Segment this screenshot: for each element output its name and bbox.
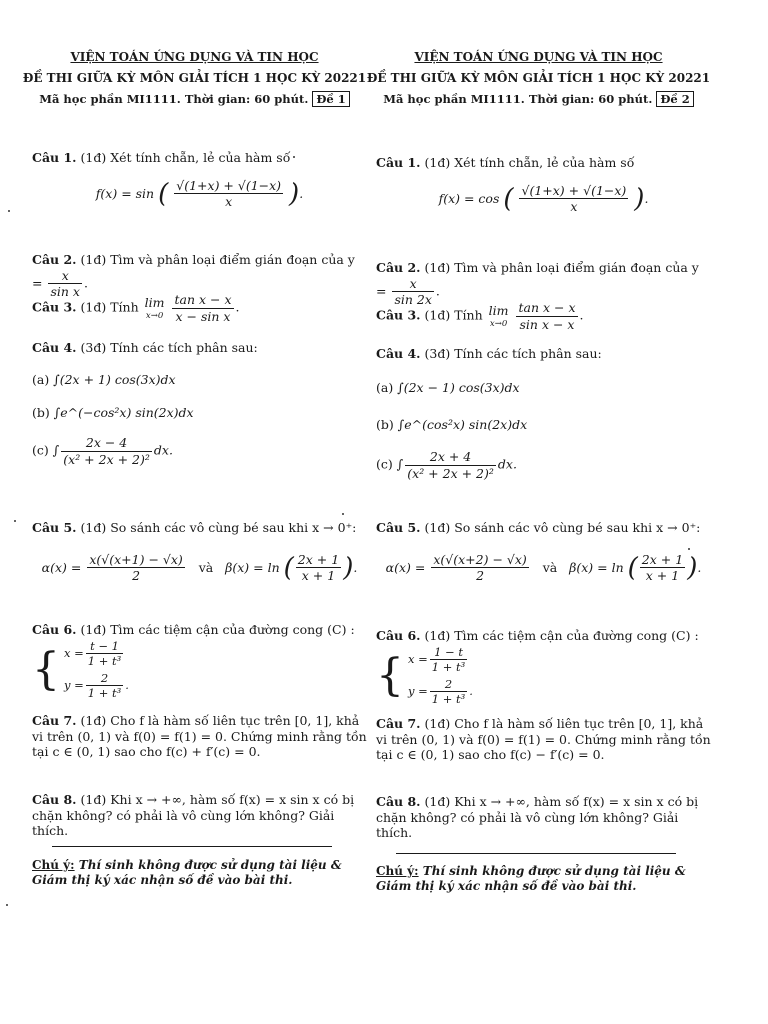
- question-label: Câu 2.: [376, 260, 421, 275]
- question-6: [376, 628, 711, 708]
- question-text: (1đ) Tính: [424, 307, 483, 323]
- part-a: [32, 372, 367, 388]
- question-text: (1đ) Tìm các tiệm cận của đường cong (C) :: [80, 622, 355, 637]
- question-6: [32, 622, 367, 702]
- fraction-numerator: 2: [430, 677, 468, 692]
- question-label: Câu 1.: [376, 155, 421, 170]
- scan-speck: [6, 904, 8, 906]
- limit-word: lim: [144, 295, 165, 310]
- question-label: Câu 7.: [32, 713, 77, 728]
- part-label: (a): [376, 379, 394, 395]
- fraction-numerator: 2: [86, 671, 124, 686]
- fraction-numerator: 2x + 1: [297, 551, 340, 567]
- course-line: [366, 92, 711, 106]
- question-8: [376, 794, 711, 841]
- paren-left: (: [158, 178, 169, 209]
- fraction: [516, 300, 577, 332]
- fraction-denominator: x: [570, 199, 578, 215]
- fraction-denominator: (x² + 2x + 2)²: [63, 451, 150, 467]
- question-text: (1đ) Xét tính chẵn, lẻ của hàm số: [424, 155, 635, 170]
- conjunction: và: [198, 559, 214, 575]
- formula-end: .: [435, 283, 440, 299]
- limit-operator: [145, 295, 165, 321]
- part-label: (c): [32, 442, 49, 458]
- fraction: [431, 552, 528, 584]
- brace-left: {: [32, 643, 60, 695]
- integral-sign: ∫: [396, 456, 404, 472]
- alpha-lhs: α(x) =: [41, 559, 82, 575]
- exam-note: [376, 864, 711, 894]
- part-expression: ∫(2x − 1) cos(3x)dx: [397, 379, 520, 395]
- question-4: [32, 340, 367, 467]
- question-text: (1đ) Tìm và phân loại điểm gián đoạn của y =: [376, 260, 699, 299]
- exam-title: ĐỀ THI GIỮA KỲ MÔN GIẢI TÍCH 1 HỌC KỲ 20221: [22, 71, 367, 85]
- limit-subscript: x→0: [489, 318, 508, 329]
- fraction-numerator: tan x − x: [174, 292, 232, 307]
- note-label: Chú ý:: [376, 864, 419, 878]
- formula-end: .: [83, 275, 88, 291]
- question-text: (1đ) Khi x → +∞, hàm số f(x) = x sin x có bị chặn không? có phải là vô cùng lớn không? Giải thích.: [376, 794, 699, 841]
- paren-right: ): [634, 183, 645, 214]
- fraction-denominator: x − sin x: [175, 308, 231, 324]
- question-label: Câu 6.: [376, 628, 421, 643]
- beta-lhs: β(x) = ln: [225, 559, 280, 575]
- limit-word: lim: [488, 303, 509, 318]
- fraction: [61, 435, 152, 467]
- exam-sheet-de-2: [366, 0, 711, 1024]
- fraction-numerator: 2x − 4: [61, 435, 152, 452]
- question-text: (1đ) So sánh các vô cùng bé sau khi x → 0⁺:: [424, 520, 701, 535]
- fraction-numerator: 2x + 1: [641, 551, 684, 567]
- formula-f: [376, 183, 711, 216]
- paren-left: (: [503, 183, 514, 214]
- paren-left: (: [283, 552, 294, 583]
- question-7: [376, 716, 711, 763]
- note-text: Thí sinh không được sử dụng tài liệu & Giám thị ký xác nhận số đề vào bài thi.: [376, 864, 686, 893]
- question-text: (1đ) Cho f là hàm số liên tục trên [0, 1], khả vi trên (0, 1) và f(0) = f(1) = 0. Chứng minh rằng tồn tại c ∈ (0, 1) sao cho f(c) + f′(c) = 0.: [32, 713, 367, 760]
- scan-speck: [8, 210, 10, 212]
- limit-operator: [489, 303, 509, 329]
- question-text: (1đ) So sánh các vô cùng bé sau khi x → 0⁺:: [80, 520, 357, 535]
- question-label: Câu 8.: [376, 794, 421, 809]
- part-b: [376, 417, 711, 433]
- fraction-denominator: sin 2x: [394, 292, 432, 308]
- question-label: Câu 5.: [32, 520, 77, 535]
- institute-name: VIỆN TOÁN ỨNG DỤNG VÀ TIN HỌC: [70, 50, 319, 64]
- question-1: [376, 155, 711, 215]
- fraction: [430, 677, 468, 707]
- fraction-numerator: x(√(x+1) − √x): [89, 551, 183, 567]
- fraction: [430, 645, 468, 675]
- question-8: [32, 792, 367, 839]
- fraction-numerator: tan x − x: [518, 300, 576, 315]
- exam-sheet-de-1: [22, 0, 367, 1024]
- question-text: (1đ) Tìm và phân loại điểm gián đoạn của y =: [32, 252, 355, 291]
- fraction-denominator: 2: [476, 568, 485, 584]
- question-text: (1đ) Cho f là hàm số liên tục trên [0, 1], khả vi trên (0, 1) và f(0) = f(1) = 0. Chứng minh rằng tồn tại c ∈ (0, 1) sao cho f(c) − f′(c) = 0.: [376, 716, 711, 763]
- system-row-y: [408, 676, 473, 708]
- part-label: (b): [376, 417, 394, 433]
- scan-speck: [342, 513, 344, 515]
- question-label: Câu 5.: [376, 520, 421, 535]
- formula-end: .: [644, 190, 649, 206]
- fraction-numerator: x: [392, 276, 433, 293]
- fraction-numerator: 2x + 4: [405, 449, 496, 466]
- formula-f: [32, 178, 367, 211]
- question-label: Câu 4.: [376, 346, 421, 361]
- fraction-numerator: √(1+x) + √(1−x): [521, 182, 627, 198]
- question-text: (1đ) Xét tính chẵn, lẻ của hàm số: [80, 150, 291, 165]
- formula-end: .: [469, 684, 473, 699]
- row-lhs: x =: [63, 646, 84, 661]
- limit-subscript: x→0: [145, 310, 164, 321]
- exam-note: [32, 858, 367, 888]
- question-text: (3đ) Tính các tích phân sau:: [80, 340, 258, 355]
- system-row-x: [408, 644, 473, 676]
- question-text: (3đ) Tính các tích phân sau:: [424, 346, 602, 361]
- fraction-denominator: 2: [132, 568, 141, 584]
- row-lhs: y =: [63, 678, 84, 693]
- question-label: Câu 3.: [32, 299, 77, 315]
- fraction-denominator: 1 + t³: [87, 686, 122, 701]
- part-label: (c): [376, 456, 393, 472]
- formula-lhs: f(x) = sin: [95, 185, 155, 201]
- divider-line: [52, 846, 332, 847]
- question-text: (1đ) Khi x → +∞, hàm số f(x) = x sin x có bị chặn không? có phải là vô cùng lớn không? Giải thích.: [32, 792, 355, 839]
- fraction-denominator: x + 1: [301, 568, 336, 584]
- fraction: [174, 178, 283, 210]
- question-4: [376, 346, 711, 481]
- fraction: [640, 552, 685, 584]
- row-lhs: x =: [407, 652, 428, 667]
- formula-end: .: [579, 307, 584, 323]
- fraction: [172, 292, 233, 324]
- integral-sign: ∫: [52, 442, 60, 458]
- formula-alpha-beta: [376, 552, 711, 585]
- exam-code-box: Đề 2: [656, 91, 693, 107]
- fraction: [519, 183, 628, 215]
- question-label: Câu 4.: [32, 340, 77, 355]
- part-label: (a): [32, 371, 50, 387]
- paren-left: (: [627, 552, 638, 583]
- fraction-numerator: √(1+x) + √(1−x): [176, 177, 282, 193]
- part-a: [376, 380, 711, 396]
- institute-name: VIỆN TOÁN ỨNG DỤNG VÀ TIN HỌC: [414, 50, 663, 64]
- question-1: [32, 150, 367, 210]
- system-row-y: [64, 670, 129, 702]
- question-5: [32, 520, 367, 584]
- course-line: [22, 92, 367, 106]
- system-row-x: [64, 638, 129, 670]
- fraction: [296, 552, 341, 584]
- fraction-numerator: x(√(x+2) − √x): [433, 551, 527, 567]
- brace-left: {: [376, 649, 404, 701]
- divider-line: [396, 853, 676, 854]
- formula-end: .: [697, 559, 702, 575]
- question-text: (1đ) Tìm các tiệm cận của đường cong (C) :: [424, 628, 699, 643]
- fraction-numerator: 1 − t: [430, 645, 468, 660]
- formula-end: .: [235, 299, 240, 315]
- conjunction: và: [542, 559, 558, 575]
- fraction-numerator: t − 1: [86, 639, 124, 654]
- note-text: Thí sinh không được sử dụng tài liệu & Giám thị ký xác nhận số đề vào bài thi.: [32, 858, 342, 887]
- fraction-denominator: (x² + 2x + 2)²: [407, 465, 494, 481]
- paren-right: ): [289, 178, 300, 209]
- fraction-denominator: sin x − x: [519, 316, 575, 332]
- fraction-denominator: x + 1: [645, 568, 680, 584]
- alpha-lhs: α(x) =: [385, 559, 426, 575]
- fraction-denominator: sin x: [50, 284, 80, 300]
- beta-lhs: β(x) = ln: [569, 559, 624, 575]
- fraction: [87, 552, 184, 584]
- paren-right: ): [343, 552, 354, 583]
- formula-end: dx.: [153, 442, 173, 458]
- scan-speck: [14, 520, 16, 522]
- part-expression: ∫e^(cos²x) sin(2x)dx: [397, 417, 528, 433]
- paren-right: ): [687, 552, 698, 583]
- question-label: Câu 3.: [376, 307, 421, 323]
- fraction-denominator: 1 + t³: [431, 692, 466, 707]
- part-c: [376, 449, 711, 481]
- part-expression: ∫(2x + 1) cos(3x)dx: [53, 371, 176, 387]
- fraction-numerator: x: [48, 268, 82, 285]
- fraction-denominator: x: [225, 194, 233, 210]
- formula-end: dx.: [497, 456, 517, 472]
- part-label: (b): [32, 405, 50, 421]
- question-label: Câu 6.: [32, 622, 77, 637]
- parametric-system: [408, 644, 473, 708]
- course-info: Mã học phần MI1111. Thời gian: 60 phút.: [383, 92, 653, 106]
- question-7: [32, 713, 367, 760]
- formula-end: .: [353, 559, 358, 575]
- question-3: [32, 292, 367, 324]
- part-b: [32, 405, 367, 421]
- fraction-denominator: 1 + t³: [87, 654, 122, 669]
- course-info: Mã học phần MI1111. Thời gian: 60 phút.: [39, 92, 309, 106]
- formula-alpha-beta: [32, 552, 367, 585]
- fraction: [86, 639, 124, 669]
- question-label: Câu 1.: [32, 150, 77, 165]
- question-3: [376, 300, 711, 332]
- fraction-denominator: 1 + t³: [431, 660, 466, 675]
- scan-speck: [293, 156, 295, 158]
- exam-code-box: Đề 1: [312, 91, 349, 107]
- parametric-system: [64, 638, 129, 702]
- fraction: [86, 671, 124, 701]
- question-label: Câu 2.: [32, 252, 77, 267]
- formula-end: .: [299, 185, 304, 201]
- formula-end: .: [125, 678, 129, 693]
- scan-speck: [688, 548, 690, 550]
- question-5: [376, 520, 711, 584]
- note-label: Chú ý:: [32, 858, 75, 872]
- row-lhs: y =: [407, 684, 428, 699]
- question-text: (1đ) Tính: [80, 299, 139, 315]
- formula-lhs: f(x) = cos: [438, 190, 500, 206]
- part-c: [32, 435, 367, 467]
- exam-title: ĐỀ THI GIỮA KỲ MÔN GIẢI TÍCH 1 HỌC KỲ 20221: [366, 71, 711, 85]
- part-expression: ∫e^(−cos²x) sin(2x)dx: [53, 405, 194, 421]
- question-label: Câu 7.: [376, 716, 421, 731]
- question-label: Câu 8.: [32, 792, 77, 807]
- fraction: [405, 449, 496, 481]
